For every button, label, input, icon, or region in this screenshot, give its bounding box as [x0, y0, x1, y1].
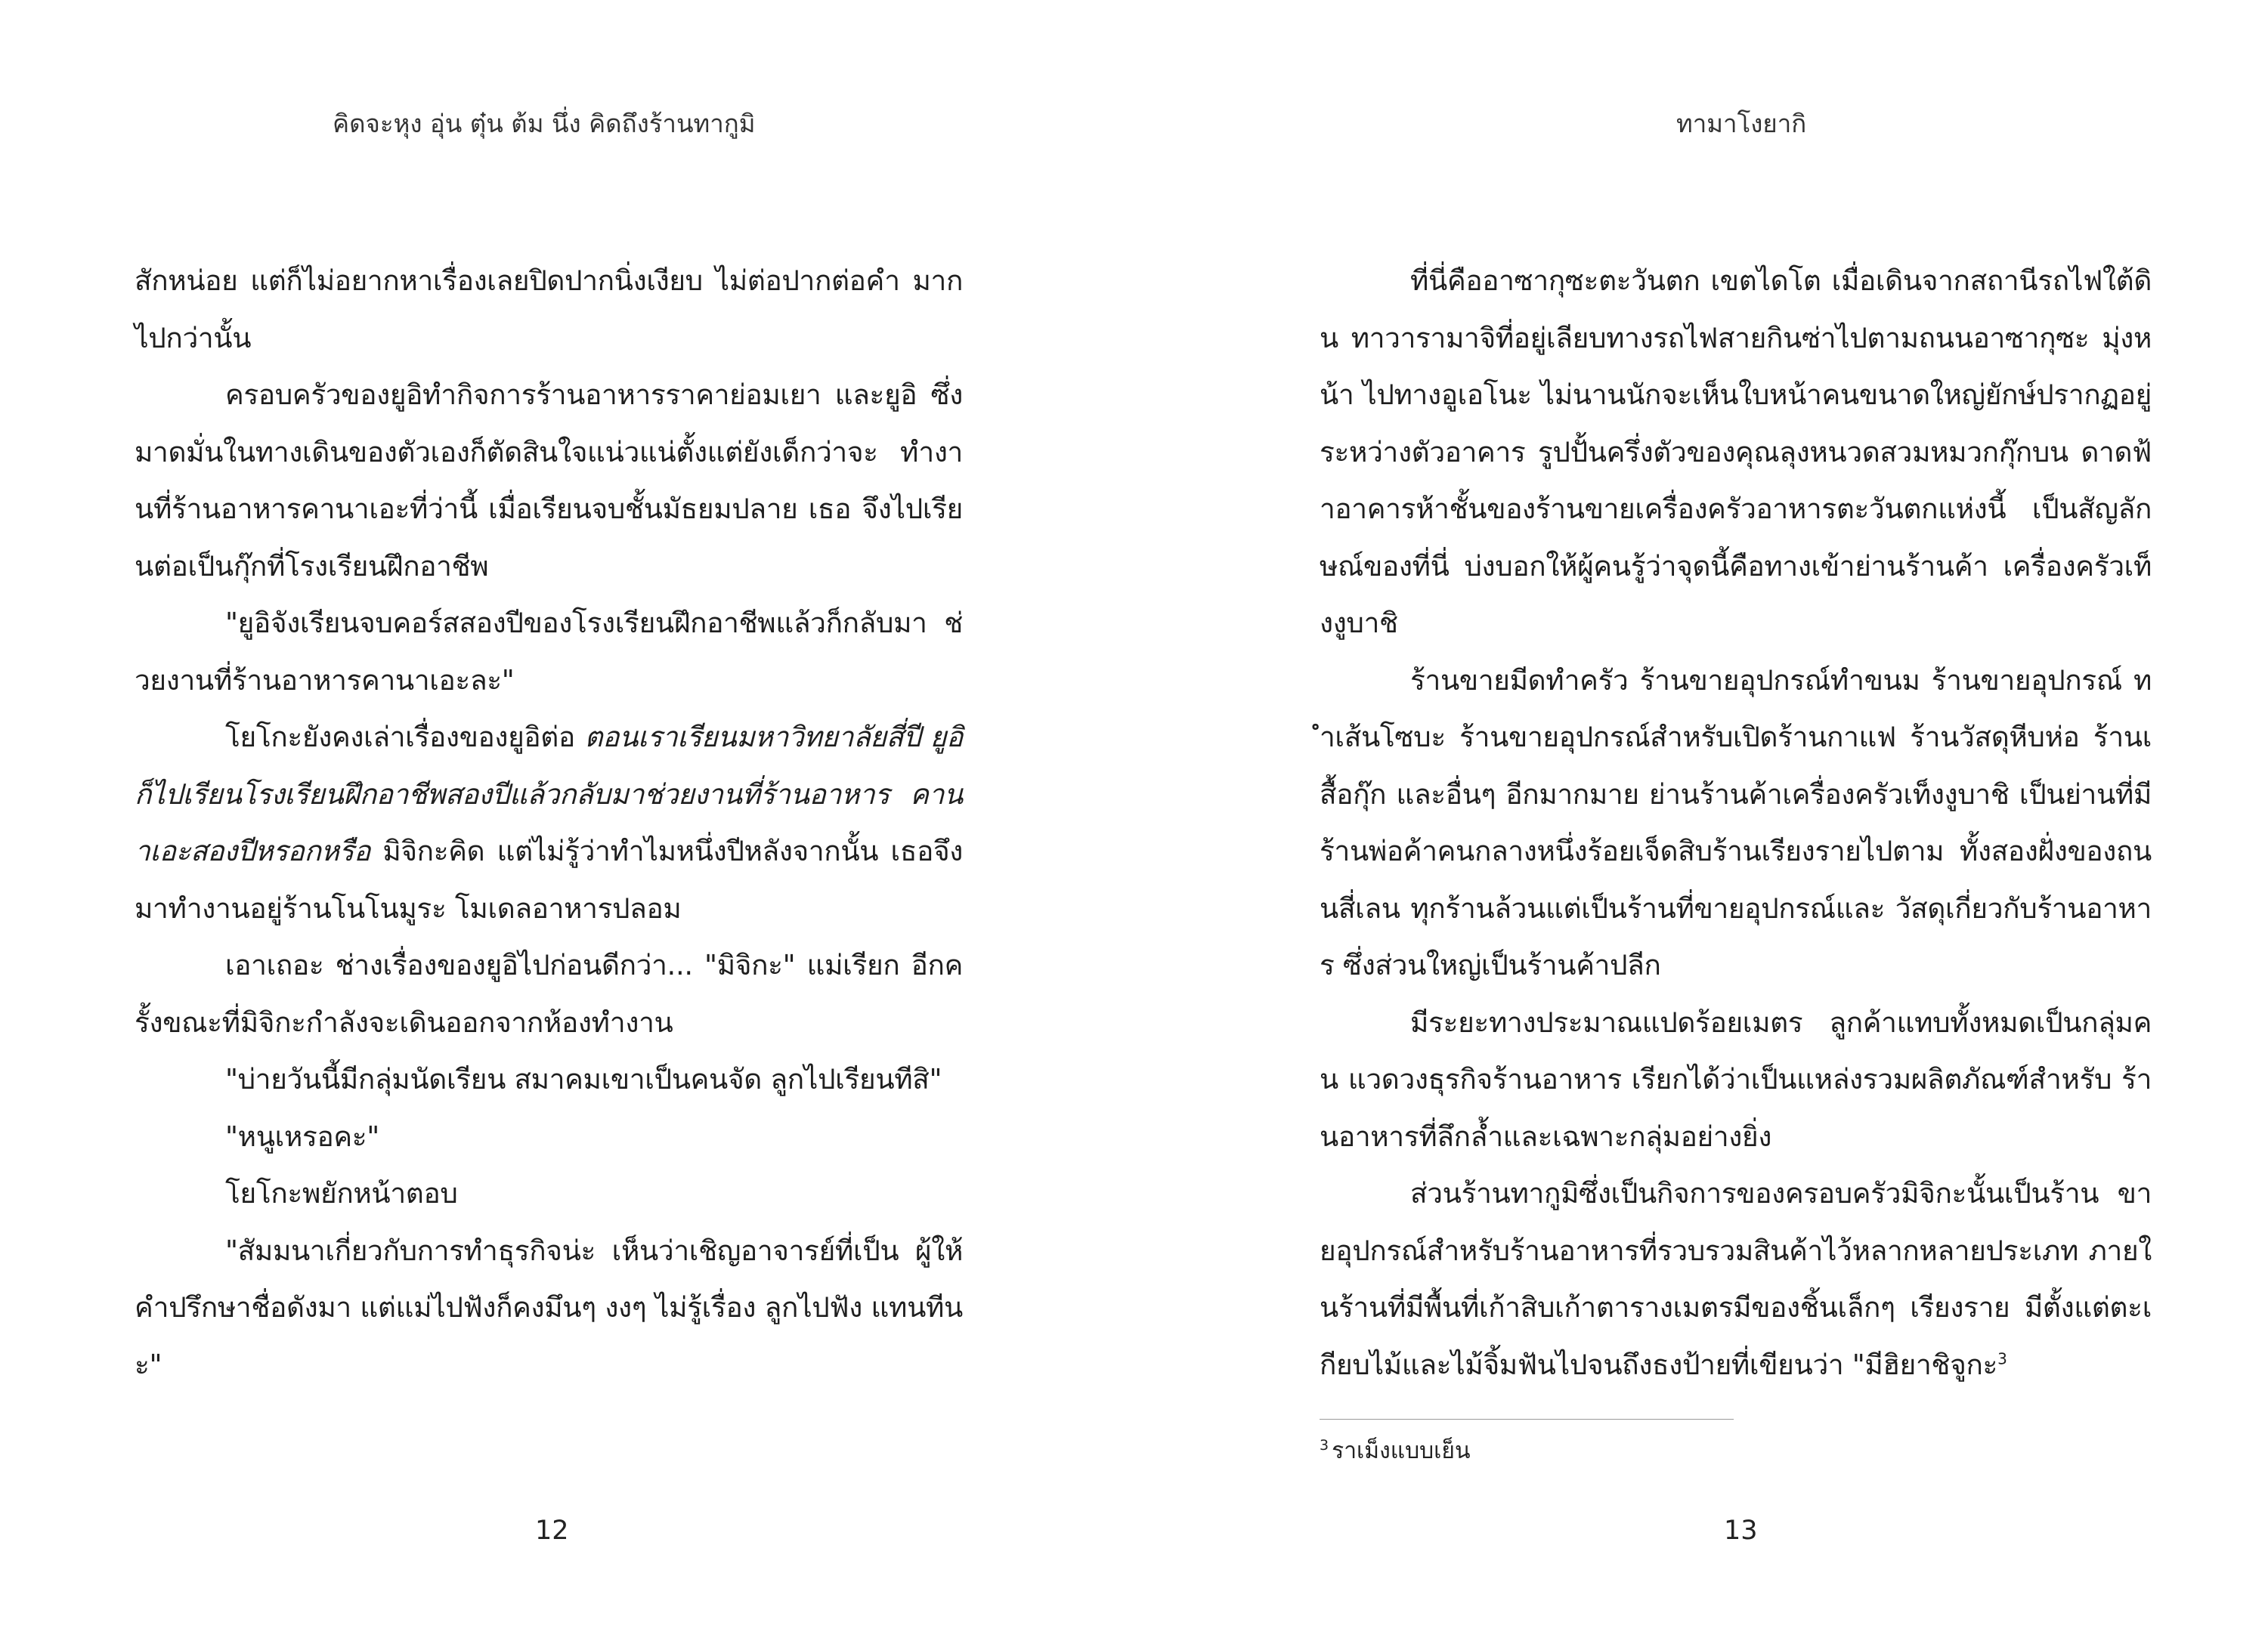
text-segment: โยโกะพยักหน้าตอบ: [225, 1177, 458, 1210]
text-segment: "หนูเหรอคะ": [225, 1120, 379, 1153]
footnote-reference: 3: [1997, 1349, 2007, 1368]
footnote-text: ราเม็งแบบเย็น: [1332, 1438, 1471, 1464]
right-page: [1134, 0, 2268, 1641]
text-segment: เอาเถอะ ช่างเรื่องของยูอิไปก่อนดีกว่า... "มิจิกะ" แม่เรียก อีกครั้งขณะที่มิจิกะกำลังจะเดินออกจากห้องทำงาน: [135, 949, 963, 1039]
text-segment: ที่นี่คืออาซากุซะตะวันตก เขตไดโต เมื่อเดินจากสถานีรถไฟใต้ดิน ทาวารามาจิที่อยู่เลียบทางรถไฟสายกินซ่าไปตามถนนอาซากุซะ มุ่งหน้า ไปทางอูเอโนะ ไม่นานนักจะเห็นใบหน้าคนขนาดใหญ่ยักษ์ปรากฏอยู่ ระหว่างตัวอาคาร รูปปั้นครึ่งตัวของคุณลุงหนวดสวมหมวกกุ๊กบน ดาดฟ้าอาคารห้าชั้นของร้านขายเครื่องครัวอาหารตะวันตกแห่งนี้ เป็นสัญลักษณ์ของที่นี่ บ่งบอกให้ผู้คนรู้ว่าจุดนี้คือทางเข้าย่านร้านค้า เครื่องครัวเท็งงูบาชิ: [1320, 264, 2152, 639]
footnote-divider: [1320, 1419, 1734, 1420]
text-segment: โยโกะยังคงเล่าเรื่องของยูอิต่อ: [225, 721, 585, 753]
page-number-right: 13: [1724, 1516, 1758, 1546]
paragraph: [135, 366, 963, 595]
text-segment: สักหน่อย แต่ก็ไม่อยากหาเรื่องเลยปิดปากนิ่งเงียบ ไม่ต่อปากต่อคำ มากไปกว่านั้น: [135, 264, 963, 354]
paragraph: [1320, 1165, 2152, 1393]
text-segment: มีระยะทางประมาณแปดร้อยเมตร ลูกค้าแทบทั้งหมดเป็นกลุ่มคน แวดวงธุรกิจร้านอาหาร เรียกได้ว่าเป็นแหล่งรวมผลิตภัณฑ์สำหรับ ร้านอาหารที่ลึกล้ำและเฉพาะกลุ่มอย่างยิ่ง: [1320, 1006, 2152, 1153]
text-segment: ร้านขายมีดทำครัว ร้านขายอุปกรณ์ทำขนม ร้านขายอุปกรณ์ ทำเส้นโซบะ ร้านขายอุปกรณ์สำหรับเปิดร้านกาแฟ ร้านวัสดุหีบห่อ ร้านเสื้อกุ๊ก และอื่นๆ อีกมากมาย ย่านร้านค้าเครื่องครัวเท็งงูบาชิ เป็นย่านที่มีร้านพ่อค้าคนกลางหนึ่งร้อยเจ็ดสิบร้านเรียงรายไปตาม ทั้งสองฝั่งของถนนสี่เลน ทุกร้านล้วนแต่เป็นร้านที่ขายอุปกรณ์และ วัสดุเกี่ยวกับร้านอาหาร ซึ่งส่วนใหญ่เป็นร้านค้าปลีก: [1320, 663, 2152, 981]
right-body-text: [1320, 252, 2152, 1393]
running-header-left: คิดจะหุง อุ่น ตุ๋น ต้ม นึ่ง คิดถึงร้านทากูมิ: [333, 109, 756, 138]
text-segment: "บ่ายวันนี้มีกลุ่มนัดเรียน สมาคมเขาเป็นคนจัด ลูกไปเรียนทีสิ": [225, 1063, 942, 1096]
page-number-left: 12: [535, 1516, 569, 1546]
footnote-mark: 3: [1320, 1437, 1329, 1454]
paragraph: [135, 937, 963, 1051]
left-body-text: [135, 252, 963, 1393]
text-segment: ตอนเราเรียนมหาวิทยาลัยสี่ปี ยูอิก็ไปเรียนโรงเรียนฝึกอาชีพสองปีแล้วกลับมาช่วยงานที่ร้านอาหาร คานาเอะสองปีหรอกหรือ: [135, 721, 963, 867]
paragraph: [135, 1165, 963, 1222]
paragraph: [1320, 994, 2152, 1166]
text-segment: มิจิกะคิด แต่ไม่รู้ว่าทำไมหนึ่งปีหลังจากนั้น เธอจึงมาทำงานอยู่ร้านโนโนมูระ โมเดลอาหารปลอม: [135, 835, 963, 925]
text-segment: ส่วนร้านทากูมิซึ่งเป็นกิจการของครอบครัวมิจิกะนั้นเป็นร้าน ขายอุปกรณ์สำหรับร้านอาหารที่รวบรวมสินค้าไว้หลากหลายประเภท ภายในร้านที่มีพื้นที่เก้าสิบเก้าตารางเมตรมีของชิ้นเล็กๆ เรียงราย มีตั้งแต่ตะเกียบไม้และไม้จิ้มฟันไปจนถึงธงป้ายที่เขียนว่า "มีฮิยาชิจูกะ: [1320, 1177, 2152, 1381]
paragraph: [135, 1222, 963, 1394]
paragraph: [1320, 652, 2152, 994]
text-segment: ครอบครัวของยูอิทำกิจการร้านอาหารราคาย่อมเยา และยูอิ ซึ่งมาดมั่นในทางเดินของตัวเองก็ตัดสินใจแน่วแน่ตั้งแต่ยังเด็กว่าจะ ทำงานที่ร้านอาหารคานาเอะที่ว่านี้ เมื่อเรียนจบชั้นมัธยมปลาย เธอ จึงไปเรียนต่อเป็นกุ๊กที่โรงเรียนฝึกอาชีพ: [135, 379, 963, 583]
text-segment: "ยูอิจังเรียนจบคอร์สสองปีของโรงเรียนฝึกอาชีพแล้วก็กลับมา ช่วยงานที่ร้านอาหารคานาเอะละ": [135, 607, 963, 697]
footnote: [1320, 1429, 1471, 1467]
paragraph: [135, 1108, 963, 1166]
paragraph: [135, 1051, 963, 1108]
paragraph: [1320, 252, 2152, 652]
text-segment: "สัมมนาเกี่ยวกับการทำธุรกิจน่ะ เห็นว่าเชิญอาจารย์ที่เป็น ผู้ให้คำปรึกษาชื่อดังมา แต่แม่ไปฟังก็คงมึนๆ งงๆ ไม่รู้เรื่อง ลูกไปฟัง แทนทีนะ": [135, 1234, 963, 1381]
paragraph: [135, 252, 963, 366]
paragraph: [135, 709, 963, 937]
paragraph: [135, 595, 963, 709]
running-header-right: ทามาโงยากิ: [1676, 109, 1807, 138]
